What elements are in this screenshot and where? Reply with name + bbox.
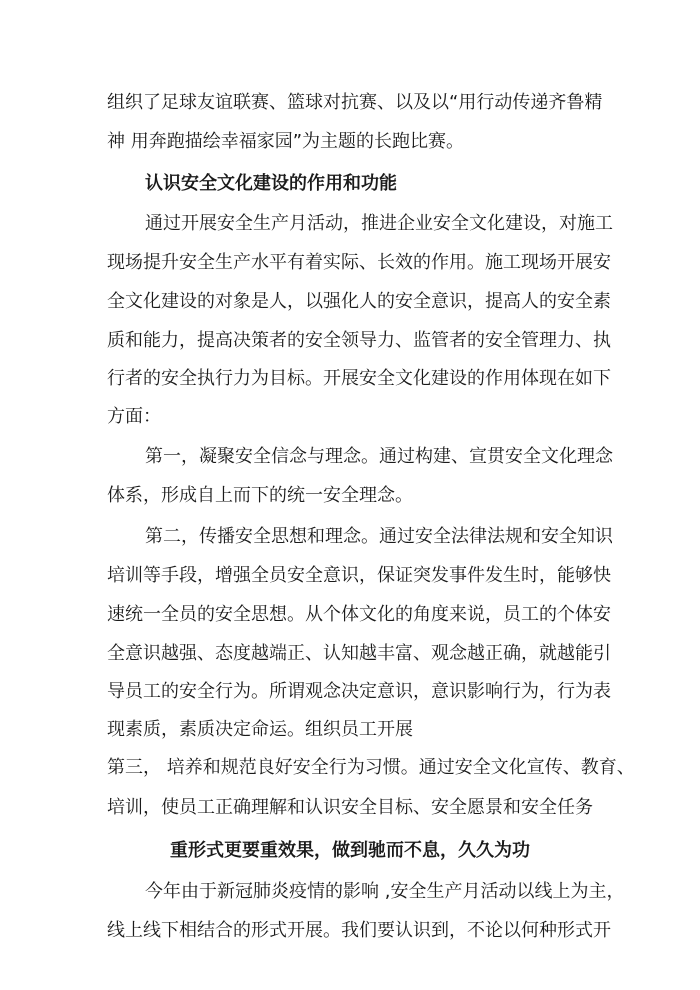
body-text-line: 方面： (107, 406, 161, 427)
body-text-line: 培训等手段，增强全员安全意识，保证突发事件发生时，能够快 (107, 565, 611, 586)
section-heading: 认识安全文化建设的作用和功能 (145, 173, 397, 194)
body-text-line: 现素质，素质决定命运。组织员工开展 (107, 719, 413, 740)
body-text-line: 培训，使员工正确理解和认识安全目标、安全愿景和安全任务 (107, 797, 593, 818)
body-text-line: 第一，凝聚安全信念与理念。通过构建、宣贯安全文化理念 (145, 446, 613, 467)
body-text-line: 质和能力，提高决策者的安全领导力、监管者的安全管理力、执 (107, 330, 611, 351)
body-text-line: 今年由于新冠肺炎疫情的影响 ,安全生产月活动以线上为主， (145, 881, 625, 902)
body-text-line: 通过开展安全生产月活动，推进企业安全文化建设，对施工 (145, 213, 613, 234)
body-text-line: 全文化建设的对象是人，以强化人的安全意识，提高人的安全素 (107, 291, 611, 312)
body-text-line: 第三， 培养和规范良好安全行为习惯。通过安全文化宣传、教育、 (107, 757, 635, 778)
body-text-line: 现场提升安全生产水平有着实际、长效的作用。施工现场开展安 (107, 252, 611, 273)
section-heading: 重形式更要重效果，做到驰而不息，久久为功 (170, 840, 530, 861)
body-text-line: 体系，形成自上而下的统一安全理念。 (107, 485, 413, 506)
body-text-line: 第二，传播安全思想和理念。通过安全法律法规和安全知识 (145, 526, 613, 547)
body-text-line: 神 用奔跑描绘幸福家园”为主题的长跑比赛。 (107, 131, 465, 152)
body-text-line: 线上线下相结合的形式开展。我们要认识到，不论以何种形式开 (107, 920, 611, 941)
body-text-line: 行者的安全执行力为目标。开展安全文化建设的作用体现在如下 (107, 368, 611, 389)
body-text-line: 导员工的安全行为。所谓观念决定意识，意识影响行为，行为表 (107, 681, 611, 702)
body-text-line: 速统一全员的安全思想。从个体文化的角度来说，员工的个体安 (107, 604, 611, 625)
body-text-line: 全意识越强、态度越端正、认知越丰富、观念越正确，就越能引 (107, 643, 611, 664)
body-text-line: 组织了足球友谊联赛、篮球对抗赛、以及以“用行动传递齐鲁精 (107, 92, 603, 113)
